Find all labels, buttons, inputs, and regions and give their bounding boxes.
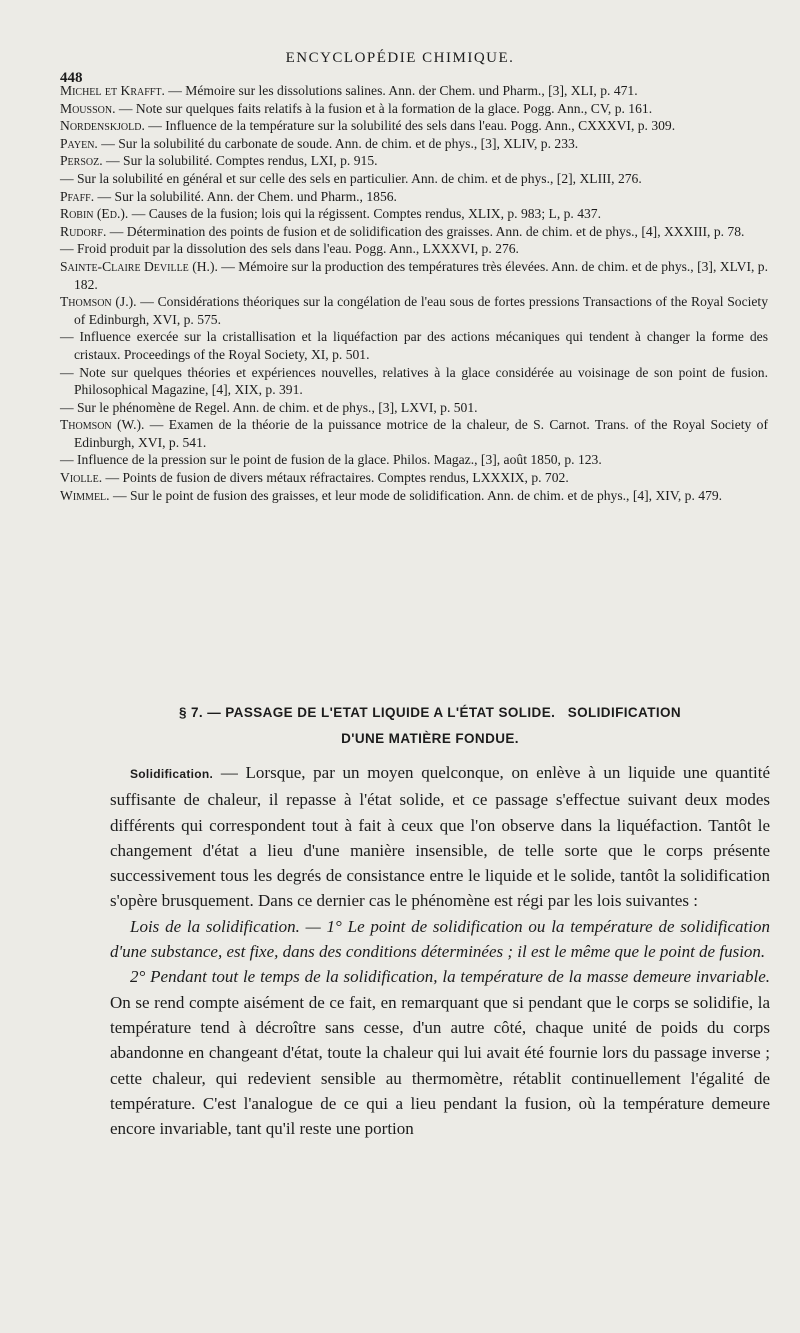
entry-text: — Mémoire sur la production des températures très élevées. Ann. de chim. et de phys., [3], XLVI, p. 182. [74, 258, 768, 292]
bibliography-entry [60, 135, 768, 153]
entry-text: — Influence exercée sur la cristallisation et la liquéfaction par des actions mécaniques qui tendent à changer la forme des cristaux. Proceedings of the Royal Society, XI, p. 501. [60, 329, 768, 362]
bibliography-list [60, 82, 768, 504]
section-title-line-1: § 7. — PASSAGE DE L'ETAT LIQUIDE A L'ÉTAT SOLIDE. SOLIDIFICATION [178, 705, 682, 720]
paragraph-lead: Solidification. [130, 767, 214, 781]
bibliography-entry [60, 223, 768, 241]
bibliography-entry [60, 469, 768, 487]
entry-text: — Note sur quelques théories et expériences nouvelles, relatives à la glace considérée au voisinage de son point de fusion. Philosophical Magazine, [4], XIX, p. 391. [60, 364, 768, 398]
entry-author: Thomson (J.). [60, 294, 137, 310]
paragraph-law-2 [110, 964, 770, 1141]
entry-author: Mousson. [60, 100, 116, 116]
bibliography-entry [60, 240, 768, 258]
entry-author: Pfaff. [60, 188, 95, 204]
bibliography-entry [60, 170, 768, 188]
entry-text: — Considérations théoriques sur la congélation de l'eau sous de fortes pressions Transactions of the Royal Society of Edinburgh, XVI, p. 575. [74, 294, 768, 327]
entry-author: Nordenskjold. [60, 118, 145, 134]
law-2-statement: 2° Pendant tout le temps de la solidification, la température de la masse demeure invariable. [130, 967, 770, 987]
law-1-text: Lois de la solidification. — 1° Le point de solidification ou la température de solidification d'une substance, est fixe, dans des conditions déterminées ; il est le même que le point de fusion. [110, 916, 770, 962]
bibliography-entry [60, 293, 768, 328]
page-header [0, 50, 800, 86]
entry-text: — Causes de la fusion; lois qui la régissent. Comptes rendus, XLIX, p. 983; L, p. 437. [128, 206, 602, 222]
entry-author: Payen. [60, 135, 98, 151]
paragraph-law-1 [110, 914, 770, 965]
entry-text: — Influence de la pression sur le point de fusion de la glace. Philos. Magaz., [3], août 1850, p. 123. [60, 452, 602, 468]
entry-text: — Sur la solubilité en général et sur celle des sels en particulier. Ann. de chim. et de phys., [2], XLIII, 276. [60, 170, 642, 186]
bibliography-entry [60, 117, 768, 135]
bibliography-entry [60, 451, 768, 469]
bibliography-entry [60, 328, 768, 363]
entry-text: — Sur le point de fusion des graisses, et leur mode de solidification. Ann. de chim. et de phys., [4], XIV, p. 479. [109, 487, 723, 503]
bibliography-entry [60, 364, 768, 399]
running-title: ENCYCLOPÉDIE CHIMIQUE. [285, 50, 515, 66]
bibliography-entry [60, 258, 768, 293]
section-heading [110, 700, 750, 752]
bibliography-entry [60, 188, 768, 206]
paragraph-solidification [110, 760, 770, 914]
bibliography-entry [60, 399, 768, 417]
entry-author: Robin (Ed.). [60, 206, 129, 222]
entry-author: Sainte-Claire Deville (H.). [60, 258, 218, 274]
law-2-explanation: On se rend compte aisément de ce fait, en remarquant que si pendant que le corps se solidifie, la température tend à décroître sans cesse, d'un autre côté, chaque unité de poids du corps abandonne en changeant d'état, toute la chaleur qui lui avait été fournie lors du passage inverse ; cette chaleur, qui redevient sensible au thermomètre, rétablit continuellement l'égalité de température. C'est l'analogue de ce qui a lieu pendant la fusion, où la température demeure encore invariable, tant qu'il reste une portion [110, 992, 770, 1139]
entry-text: — Sur la solubilité. Comptes rendus, LXI, p. 915. [102, 153, 378, 169]
entry-text: — Détermination des points de fusion et de solidification des graisses. Ann. de chim. et de phys., [4], XXXIII, p. 78. [106, 223, 745, 239]
entry-text: — Examen de la théorie de la puissance motrice de la chaleur, de S. Carnot. Trans. of the Royal Society of Edinburgh, XVI, p. 541. [74, 417, 768, 450]
entry-text: — Sur le phénomène de Regel. Ann. de chim. et de phys., [3], LXVI, p. 501. [60, 399, 478, 415]
bibliography-entry [60, 205, 768, 223]
bibliography-entry [60, 416, 768, 451]
entry-author: Persoz. [60, 153, 103, 169]
bibliography-entry [60, 82, 768, 100]
entry-text: — Sur la solubilité du carbonate de soude. Ann. de chim. et de phys., [3], XLIV, p. 233. [97, 135, 579, 151]
entry-text: — Note sur quelques faits relatifs à la fusion et à la formation de la glace. Pogg. Ann., CV, p. 161. [115, 100, 653, 116]
body-text [110, 760, 770, 1141]
bibliography-entry [60, 152, 768, 170]
entry-author: Rudorf. [60, 223, 107, 239]
entry-text: — Mémoire sur les dissolutions salines. Ann. der Chem. und Pharm., [3], XLI, p. 471. [164, 83, 638, 98]
entry-author: Thomson (W.). [60, 417, 145, 433]
section-title-line-2: D'UNE MATIÈRE FONDUE. [341, 731, 519, 746]
bibliography-entry [60, 487, 768, 505]
entry-text: — Sur la solubilité. Ann. der Chem. und Pharm., 1856. [94, 188, 397, 204]
entry-text: — Froid produit par la dissolution des sels dans l'eau. Pogg. Ann., LXXXVI, p. 276. [60, 241, 519, 257]
bibliography-entry [60, 100, 768, 118]
paragraph-text: — Lorsque, par un moyen quelconque, on enlève à un liquide une quantité suffisante de chaleur, il repasse à l'état solide, et ce passage s'effectue suivant deux modes différents qui correspondent tout à fait à ceux que l'on observe dans la liquéfaction. Tantôt le changement d'état a lieu d'une manière insensible, de telle sorte que le corps présente successivement tous les degrés de consistance entre le liquide et le solide, tantôt la solidification s'opère brusquement. Dans ce dernier cas le phénomène est régi par les lois suivantes : [110, 763, 770, 911]
entry-author: Michel et Krafft. [60, 83, 165, 98]
entry-author: Wimmel. [60, 487, 110, 503]
entry-text: — Points de fusion de divers métaux réfractaires. Comptes rendus, LXXXIX, p. 702. [102, 470, 569, 486]
entry-author: Violle. [60, 470, 103, 486]
entry-text: — Influence de la température sur la solubilité des sels dans l'eau. Pogg. Ann., CXXXVI, p. 309. [144, 118, 676, 134]
page-number: 448 [60, 70, 83, 86]
